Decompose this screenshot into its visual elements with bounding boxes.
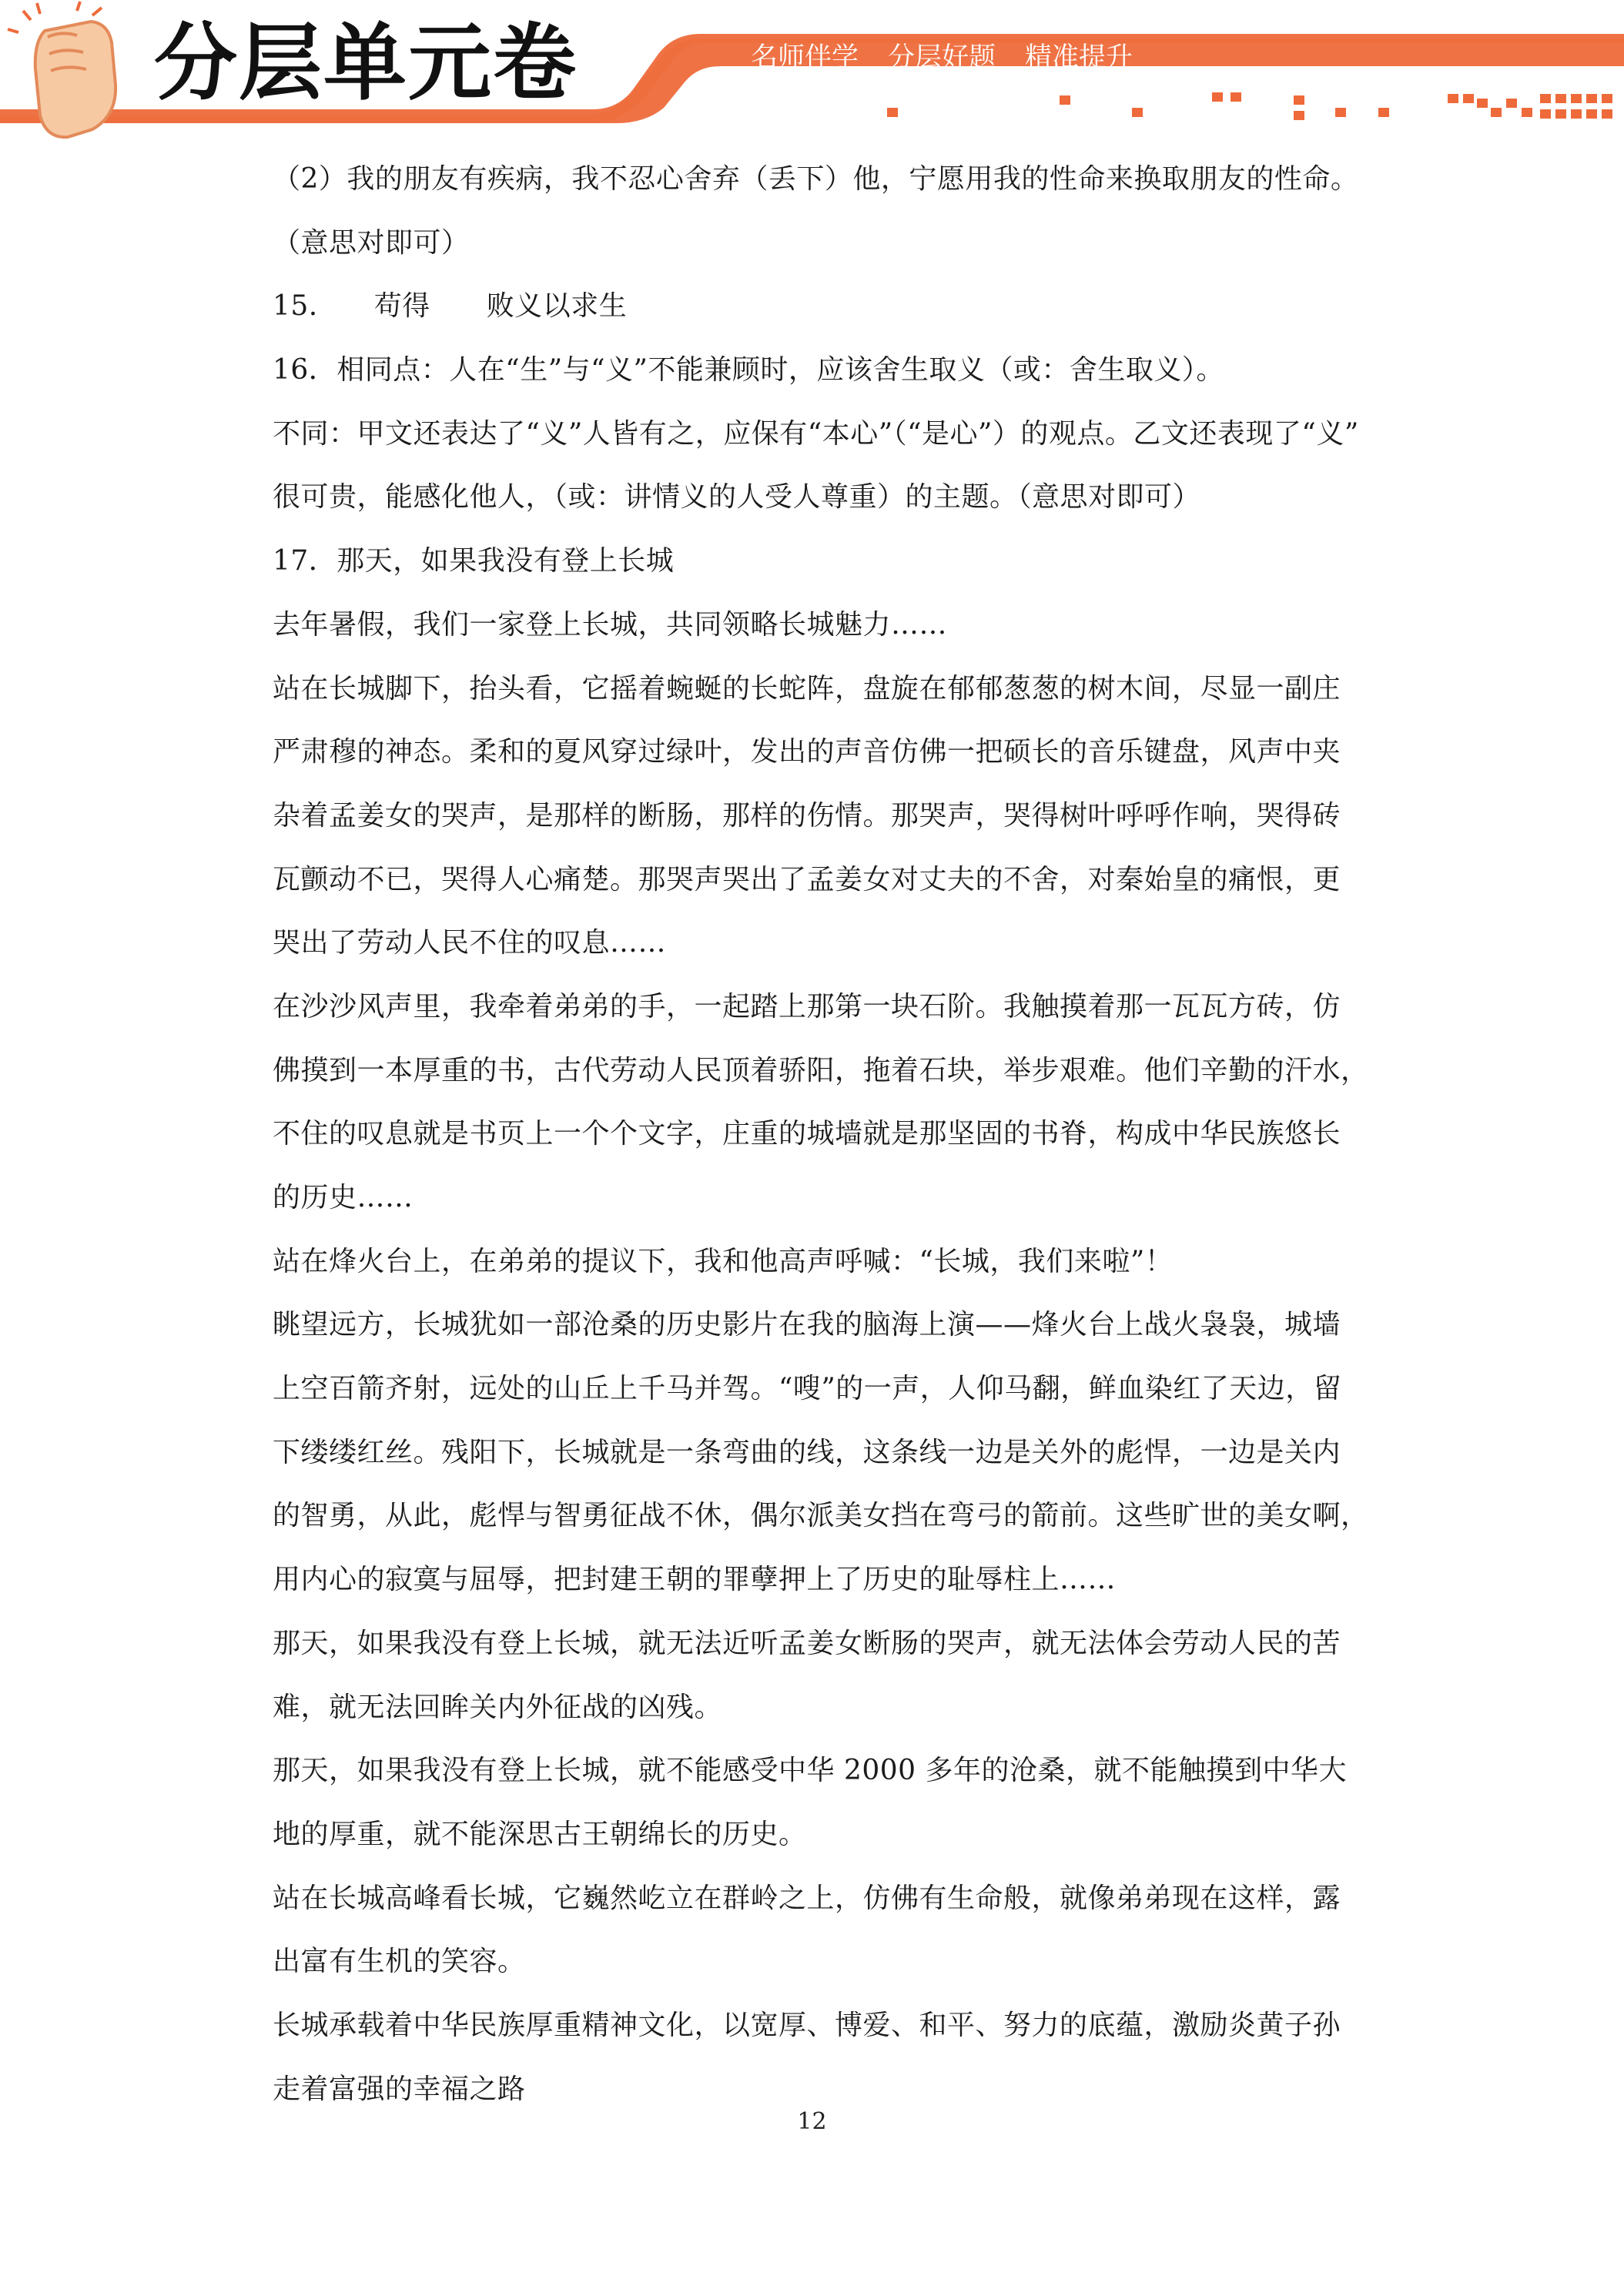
text-line: 站在烽火台上，在弟弟的提议下，我和他高声呼喊：“长城，我们来啦”！ xyxy=(273,1245,1174,1277)
text-line: 用内心的寂寞与屈辱，把封建王朝的罪孽押上了历史的耻辱柱上…… xyxy=(273,1564,1117,1596)
text-line: 难，就无法回眸关内外征战的凶残。 xyxy=(273,1691,723,1723)
page-number: 12 xyxy=(797,2108,827,2135)
text-line: 不同：甲文还表达了“义”人皆有之，应保有“本心”（“是心”）的观点。乙文还表现了“义” xyxy=(273,417,1359,450)
text-line: 那天，如果我没有登上长城，就无法近听孟姜女断肠的哭声，就无法体会劳动人民的苦 xyxy=(273,1627,1341,1659)
text-line: 那天，如果我没有登上长城，就不能感受中华 2000 多年的沧桑，就不能触摸到中华大 xyxy=(273,1755,1348,1787)
text-line: 的历史…… xyxy=(273,1182,414,1213)
text-line: 去年暑假，我们一家登上长城，共同领略长城魅力…… xyxy=(273,608,948,641)
pixel-dots-decoration xyxy=(887,92,1612,120)
slogan-item: 名师伴学 xyxy=(751,42,859,73)
brand-title: 分层单元卷 xyxy=(154,15,578,112)
header-slogans xyxy=(751,32,1133,79)
text-line: （2）我的朋友有疾病，我不忍心舍弃（丢下）他，宁愿用我的性命来换取朋友的性命。 xyxy=(273,163,1359,195)
answer-16: 16．相同点：人在“生”与“义”不能兼顾时，应该舍生取义（或：舍生取义）。 xyxy=(273,354,1224,387)
slogan-item: 分层好题 xyxy=(888,42,996,73)
text-line: 佛摸到一本厚重的书，古代劳动人民顶着骄阳，拖着石块，举步艰难。他们辛勤的汗水， xyxy=(273,1054,1369,1086)
text-line: 在沙沙风声里，我牵着弟弟的手，一起踏上那第一块石阶。我触摸着那一瓦瓦方砖，仿 xyxy=(273,990,1341,1022)
text-line: 下缕缕红丝。残阳下，长城就是一条弯曲的线，这条线一边是关外的彪悍，一边是关内 xyxy=(273,1436,1341,1468)
text-line: 走着富强的幸福之路 xyxy=(273,2073,526,2105)
text-line: 站在长城高峰看长城，它巍然屹立在群岭之上，仿佛有生命般，就像弟弟现在这样，露 xyxy=(273,1882,1341,1914)
text-line: 站在长城脚下，抬头看，它摇着蜿蜒的长蛇阵，盘旋在郁郁葱葱的树木间，尽显一副庄 xyxy=(273,672,1341,705)
text-line: 杂着孟姜女的哭声，是那样的断肠，那样的伤情。那哭声，哭得树叶呼呼作响，哭得砖 xyxy=(273,799,1341,832)
text-line: 眺望远方，长城犹如一部沧桑的历史影片在我的脑海上演——烽火台上战火袅袅，城墙 xyxy=(273,1309,1341,1341)
slogan-item: 精准提升 xyxy=(1025,42,1133,73)
text-line: 地的厚重，就不能深思古王朝绵长的历史。 xyxy=(273,1818,807,1850)
text-line: 瓦颤动不已，哭得人心痛楚。那哭声哭出了孟姜女对丈夫的不舍，对秦始皇的痛恨，更 xyxy=(273,863,1341,895)
text-line: 不住的叹息就是书页上一个个文字，庄重的城墙就是那坚固的书脊，构成中华民族悠长 xyxy=(273,1118,1341,1150)
text-line: 长城承载着中华民族厚重精神文化，以宽厚、博爱、和平、努力的底蕴，激励炎黄子孙 xyxy=(273,2009,1341,2041)
answer-content xyxy=(273,148,1369,2121)
answer-15: 15. 苟得 败义以求生 xyxy=(273,290,628,323)
text-line: 严肃穆的神态。柔和的夏风穿过绿叶，发出的声音仿佛一把硕长的音乐键盘，风声中夹 xyxy=(273,736,1341,768)
text-line: 的智勇，从此，彪悍与智勇征战不休，偶尔派美女挡在弯弓的箭前。这些旷世的美女啊， xyxy=(273,1500,1369,1532)
answer-17-title: 17．那天，如果我没有登上长城 xyxy=(273,545,675,577)
text-line: （意思对即可） xyxy=(273,226,470,259)
text-line: 上空百箭齐射，远处的山丘上千马并驾。“嗖”的一声，人仰马翻，鲜血染红了天边，留 xyxy=(273,1373,1342,1405)
text-line: 很可贵，能感化他人，（或：讲情义的人受人尊重）的主题。（意思对即可） xyxy=(273,481,1201,514)
text-line: 出富有生机的笑容。 xyxy=(273,1946,526,1978)
text-line: 哭出了劳动人民不住的叹息…… xyxy=(273,927,667,959)
page-header xyxy=(0,0,1624,146)
